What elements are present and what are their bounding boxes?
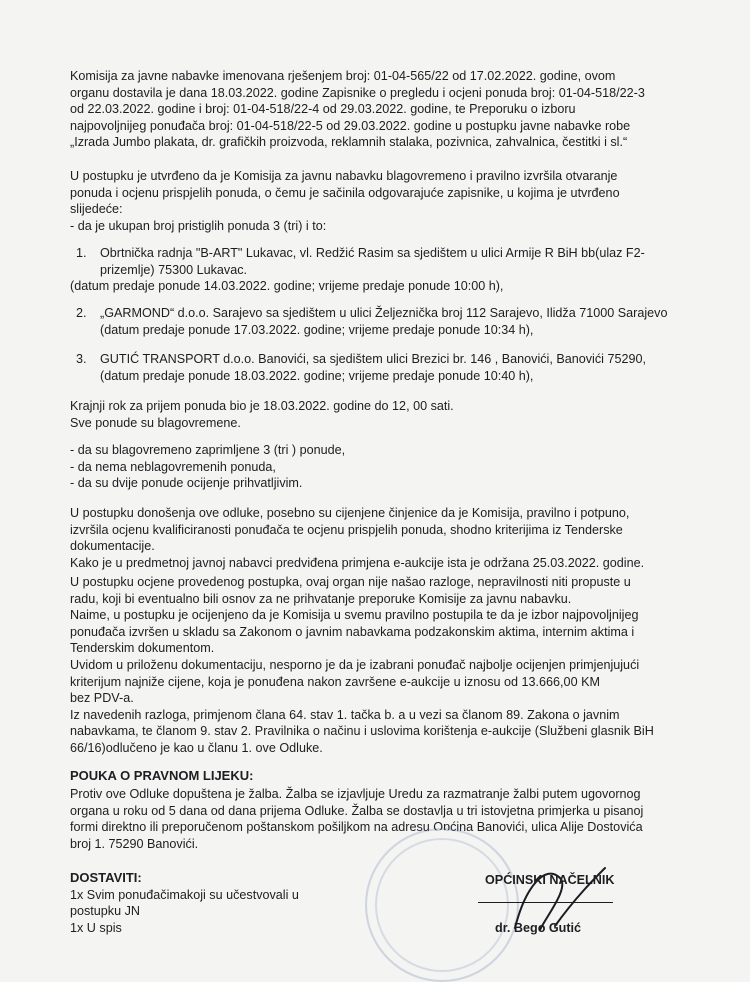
decision-line: Kako je u predmetnoj javnoj nabavci predviđena primjena e-aukcije ista je održana 25.03.2022. godine. (70, 555, 645, 570)
delivery-line: postupku JN (70, 904, 141, 919)
evaluation-line: Iz navedenih razloga, primjenom člana 64. stav 1. tačka b. a u vezi sa članom 89. Zakona o javnim (70, 707, 620, 722)
offer-line: GUTIĆ TRANSPORT d.o.o. Banovići, sa sjedištem ulici Brezici br. 146 , Banovići, Banovići 75290, (100, 352, 646, 366)
intro-paragraph (70, 68, 682, 151)
decision-line: dokumentacije. (70, 539, 155, 554)
findings-list (70, 442, 682, 492)
deadline-paragraph (70, 398, 682, 431)
offer-number: 3. (76, 352, 87, 366)
intro-line: Komisija za javne nabavke imenovana rješenjem broj: 01-04-565/22 od 17.02.2022. godine, ovom (70, 69, 616, 83)
offer-date: (datum predaje ponude 14.03.2022. godine; vrijeme predaje ponude 10:00 h), (70, 279, 504, 293)
finding-item: - da su dvije ponude ocijenje prihvatljivim. (70, 476, 303, 491)
procedure-line: - da je ukupan broj pristiglih ponuda 3 (tri) i to: (70, 218, 327, 233)
evaluation-line: ponuđača izvršen u skladu sa Zakonom o javnim nabavkama podzakonskim aktima, internim aktima i (70, 624, 635, 639)
procedure-line: slijedeće: (70, 202, 123, 217)
evaluation-paragraph (70, 574, 682, 757)
evaluation-line: kriterijum najniže cijene, koja je ponuđena nakon završene e-aukcije u iznosu od 13.666,00 KM (70, 674, 600, 689)
finding-item: - da su blagovremeno zaprimljene 3 (tri ) ponude, (70, 443, 346, 457)
evaluation-line: nabavkama, te članom 9. stav 2. Pravilnika o načinu i uslovima korištenja e-aukcije (Službeni glasnik BiH (70, 724, 654, 739)
evaluation-line: radu, koji bi eventualno bili osnov za ne prihvatanje preporuke Komisije za javnu nabavku. (70, 591, 572, 606)
offer-line: Obrtnička radnja "B-ART" Lukavac, vl. Redžić Rasim sa sjedištem u ulici Armije R BiH bb(ulaz F2- (100, 246, 645, 260)
legal-remedy-line: Protiv ove Odluke dopuštena je žalba. Žalba se izjavljuje Uredu za razmatranje žalbi putem ugovornog (70, 787, 641, 801)
offer-item (76, 245, 682, 278)
evaluation-line: U postupku ocjene provedenog postupka, ovaj organ nije našao razloge, nepravilnosti niti propuste u (70, 575, 631, 589)
legal-remedy-heading: POUKA O PRAVNOM LIJEKU: (70, 768, 254, 783)
decision-paragraph (70, 505, 682, 571)
signature-title: OPĆINSKI NAČELNIK (485, 873, 615, 887)
procedure-line: U postupku je utvrđeno da je Komisija za javnu nabavku blagovremeno i pravilno izvršila otvaranje (70, 169, 618, 183)
intro-line: organu dostavila je dana 18.03.2022. godine Zapisnike o pregledu i ocjeni ponuda broj: 01-04-518/22-3 (70, 85, 645, 100)
offer-item (76, 351, 682, 384)
legal-remedy-line: broj 1. 75290 Banovići. (70, 836, 199, 851)
official-seal (365, 828, 519, 982)
decision-line: U postupku donošenja ove odluke, posebno su cijenjene činjenice da je Komisija, pravilno i potpuno, (70, 506, 630, 520)
deadline-line: Krajnji rok za prijem ponuda bio je 18.03.2022. godine do 12, 00 sati. (70, 399, 454, 413)
decision-line: izvršila ocjenu kvalificiranosti ponuđača te ocjenu prispjelih ponuda, shodno kriterijima iz Tenderske (70, 522, 623, 537)
evaluation-line: Uvidom u priloženu dokumentaciju, nesporno je da je izabrani ponuđač najbolje ocijenjen primjenjujući (70, 657, 640, 672)
procedure-paragraph (70, 168, 682, 234)
legal-remedy-paragraph (70, 786, 682, 852)
signatory-name: dr. Bego Gutić (495, 921, 582, 935)
finding-item: - da nema neblagovremenih ponuda, (70, 459, 276, 474)
offer-line: prizemlje) 75300 Lukavac. (100, 262, 248, 277)
legal-remedy-line: organa u roku od 5 dana od dana prijema Odluke. Žalba se dostavlja u tri istovjetna primjerka u pisanoj (70, 803, 644, 818)
offer-date: (datum predaje ponude 17.03.2022. godine; vrijeme predaje ponude 10:34 h), (100, 322, 534, 337)
evaluation-line: Naime, u postupku je ocijenjeno da je Komisija u svemu pravilno postupila te da je izbor najpovoljnijeg (70, 608, 639, 623)
delivery-block (70, 870, 370, 936)
intro-line: najpovoljnijeg ponuđača broj: 01-04-518/22-5 od 29.03.2022. godine u postupku javne nabavke robe (70, 118, 631, 133)
offer-date: (datum predaje ponude 18.03.2022. godine; vrijeme predaje ponude 10:40 h), (100, 368, 534, 383)
legal-remedy-line: formi direktno ili preporučenom poštanskom pošiljkom na adresu Općina Banovići, ulica Alije Dostovića (70, 820, 643, 835)
signature-line (478, 902, 613, 903)
delivery-heading: DOSTAVITI: (70, 870, 142, 885)
intro-line: od 22.03.2022. godine i broj: 01-04-518/22-4 od 29.03.2022. godine, te Preporuku o izboru (70, 102, 576, 117)
procedure-line: ponuda i ocjenu prispjelih ponuda, o čemu je sačinila odgovarajuće zapisnike, u kojima je utvrđeno (70, 185, 620, 200)
offer-number: 1. (76, 246, 87, 260)
evaluation-line: bez PDV-a. (70, 691, 134, 706)
offer-line: „GARMOND“ d.o.o. Sarajevo sa sjedištem u ulici Željeznička broj 112 Sarajevo, Ilidža 71000 Sarajevo (100, 306, 668, 320)
offer-item (76, 305, 682, 338)
evaluation-line: Tenderskim dokumentom. (70, 641, 215, 656)
delivery-line: 1x U spis (70, 920, 122, 935)
evaluation-line: 66/16)odlučeno je kao u članu 1. ove Odluke. (70, 740, 323, 755)
intro-line: „Izrada Jumbo plakata, dr. grafičkih proizvoda, reklamnih stalaka, pozivnica, zahvalnica, čestitki i sl.“ (70, 135, 628, 150)
delivery-line: 1x Svim ponuđačimakoji su učestvovali u (70, 887, 299, 902)
deadline-line: Sve ponude su blagovremene. (70, 415, 241, 430)
offer-number: 2. (76, 306, 87, 320)
